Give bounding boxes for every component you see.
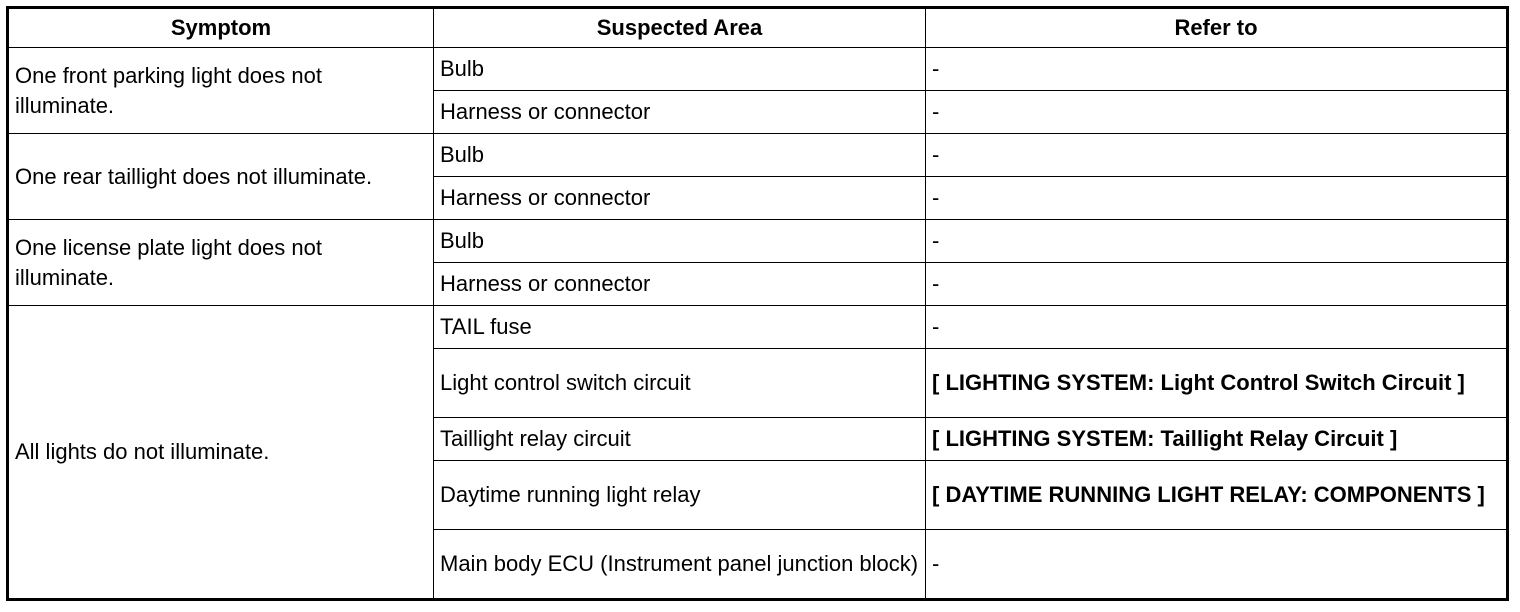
suspected-area-cell: Bulb [434, 48, 926, 91]
suspected-area-cell: Harness or connector [434, 91, 926, 134]
suspected-area-cell: Daytime running light relay [434, 461, 926, 530]
suspected-area-cell: TAIL fuse [434, 306, 926, 349]
header-row [8, 8, 1508, 48]
refer-cell: - [926, 91, 1508, 134]
suspected-area-cell: Harness or connector [434, 263, 926, 306]
table-row [8, 306, 1508, 349]
header-refer-to: Refer to [926, 8, 1508, 48]
suspected-area-cell: Bulb [434, 134, 926, 177]
refer-cell: - [926, 263, 1508, 306]
refer-cell: - [926, 220, 1508, 263]
refer-cell: - [926, 530, 1508, 600]
refer-cell: - [926, 306, 1508, 349]
refer-link[interactable]: [ DAYTIME RUNNING LIGHT RELAY: COMPONENTS ] [926, 461, 1508, 530]
suspected-area-cell: Light control switch circuit [434, 349, 926, 418]
refer-link[interactable]: [ LIGHTING SYSTEM: Taillight Relay Circuit ] [926, 418, 1508, 461]
symptom-cell: One license plate light does not illuminate. [8, 220, 434, 306]
suspected-area-cell: Taillight relay circuit [434, 418, 926, 461]
symptom-cell: One front parking light does not illuminate. [8, 48, 434, 134]
refer-link[interactable]: [ LIGHTING SYSTEM: Light Control Switch Circuit ] [926, 349, 1508, 418]
suspected-area-cell: Main body ECU (Instrument panel junction block) [434, 530, 926, 600]
troubleshooting-table [6, 6, 1509, 601]
refer-cell: - [926, 177, 1508, 220]
symptom-cell: All lights do not illuminate. [8, 306, 434, 600]
table-row [8, 48, 1508, 91]
suspected-area-cell: Bulb [434, 220, 926, 263]
refer-cell: - [926, 134, 1508, 177]
table-row [8, 134, 1508, 177]
table-row [8, 220, 1508, 263]
refer-cell: - [926, 48, 1508, 91]
header-suspected-area: Suspected Area [434, 8, 926, 48]
suspected-area-cell: Harness or connector [434, 177, 926, 220]
header-symptom: Symptom [8, 8, 434, 48]
symptom-cell: One rear taillight does not illuminate. [8, 134, 434, 220]
